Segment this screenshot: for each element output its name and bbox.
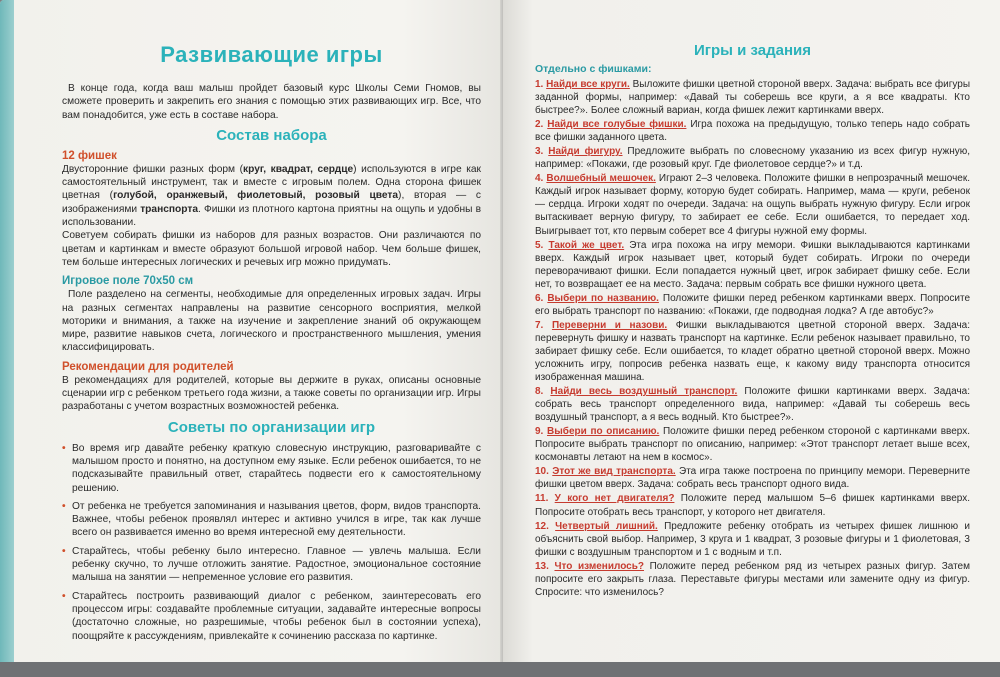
intro-paragraph: В конце года, когда ваш малыш пройдет базовый курс Школы Семи Гномов, вы сможете проверить и закрепить его знания с помощью этих развивающих игр. Все, что вам понадобится, уже есть в составе набора. xyxy=(62,83,481,121)
table-surface xyxy=(0,662,1000,677)
game-name: Найди фигуру. xyxy=(548,146,623,158)
chips-shapes: круг, квадрат, сердце xyxy=(243,163,354,175)
game-item: 7. Переверни и назови. Фишки выкладываются цветной стороной вверх. Задача: перевернуть фишку и назвать транспорт на картинке. Если ребенок называет правильно, то забирает фишку себе. Если ошибается, то кладет обратно цветной стороной вверх. Можно усложнить игру, попросив ребенка назвать еще, к какому виду транспорта относится изображенная машина. xyxy=(535,319,971,384)
game-name: Выбери по описанию. xyxy=(547,426,660,438)
game-item: 4. Волшебный мешочек. Играют 2–3 человека. Положите фишки в непрозрачный мешочек. Каждый игрок называет форму, которую будет собирать. Например, мама — круги, ребенок — сердца. Игроки ходят по очереди. Задача: на ощупь выбрать нужную фигуру. Если игрок вытаскивает верную фигуру, то забирает ее себе. Если ошибается, то передает ход. Выигрывает тот, кто первым соберет все 4 фигуры нужной ему формы. xyxy=(535,173,971,237)
game-name: Найди весь воздушный транспорт. xyxy=(550,386,738,398)
game-item: 13. Что изменилось? Положите перед ребенком ряд из четырех разных фигур. Затем попросите его закрыть глаза. Переставьте фигуры местами или замените одну из фигур. Спросите: что изменилось? xyxy=(535,560,970,598)
tip-item: • Во время игр давайте ребенку краткую словесную инструкцию, разговаривайте с малышом просто и понятно, на доступном ему языке. Если ребенок ошибается, то не подсказывайте правильный ответ, старайтесь подвести его к самостоятельному решению. xyxy=(62,442,481,494)
tip-item: • Старайтесь построить развивающий диалог с ребенком, заинтересовать его процессом игры: создавайте проблемные ситуации, задавайте интересные вопросы (достаточно сложные, но разрешимые, чтобы ребенок был в состоянии успеха), поощряйте к рассуждениям, привлекайте к сочинению рассказа по картинке. xyxy=(62,590,481,642)
tips-list xyxy=(62,442,481,643)
chips-advice-paragraph: Советуем собирать фишки из наборов для разных возрастов. Они различаются по цветам и картинкам и вместе образуют большой игровой набор. Чем больше фишек, тем больше интересных логических и речевых игр можно придумать. xyxy=(62,230,481,268)
game-item: 2. Найди все голубые фишки. Игра похожа на предыдущую, только теперь надо собрать все фишки заданного цвета. xyxy=(535,119,970,144)
game-name: Найди все голубые фишки. xyxy=(547,119,687,131)
tip-item: • Старайтесь, чтобы ребенку было интересно. Главное — увлечь малыша. Если ребенку скучно, то лучше отложить занятие. Радостное, эмоциональное состояние малыша на занятии — непременное условие его развития. xyxy=(62,545,481,584)
field-heading: Игровое поле 70x50 см xyxy=(62,275,194,288)
game-item: 1. Найди все круги. Выложите фишки цветной стороной вверх. Задача: выбрать все фигуры заданной формы, например: «Давай ты соберешь все круги, а я все квадраты. Кто быстрее?». Более сложный вариан, когда фишек лежит картинками вверх. xyxy=(535,79,971,117)
game-name: Волшебный мешочек. xyxy=(546,173,656,185)
game-item: 5. Такой же цвет. Эта игра похожа на игру мемори. Фишки выкладываются картинками вверх. Каждый игрок называет цвет, который будет собирать. Игроки по очереди переворачивают фишки. Если попадается нужный цвет, игрок забирает фишку себе. Если нет, то возвращает ее на место. Задача: первым собрать все фишки нужного цвета. xyxy=(535,239,971,290)
teal-page-edge xyxy=(0,0,14,677)
recommendations-paragraph: В рекомендациях для родителей, которые вы держите в руках, описаны основные сценарии игр с ребенком третьего года жизни, а также советы по организации игр. Игры разработаны с учетом возрастных возможностей ребенка. xyxy=(62,374,481,413)
game-item: 12. Четвертый лишний. Предложите ребенку отобрать из четырех фишек лишнюю и объяснить свой выбор. Например, 3 круга и 1 квадрат, 3 розовые фигуры и 1 фиолетовая, 3 фишки с воздушным транспортом и 1 с водным и т.п. xyxy=(535,520,971,558)
right-page-title: Игры и задания xyxy=(693,42,812,59)
game-name: Четвертый лишний. xyxy=(555,520,658,532)
games-list xyxy=(535,78,970,599)
left-page-title: Развивающие игры xyxy=(160,42,383,67)
game-item: 6. Выбери по названию. Положите фишки перед ребенком картинками вверх. Попросите его выбрать транспорт по названию: «Покажи, где подводная лодка? А где автобус?» xyxy=(535,292,971,317)
game-name: Что изменилось? xyxy=(554,560,644,572)
game-item: 8. Найди весь воздушный транспорт. Положите фишки картинками вверх. Задача: собрать весь транспорт определенного вида, например: «Давай ты соберешь весь воздушный транспорт, а я весь водный. Кто быстрее?». xyxy=(535,386,971,424)
right-page xyxy=(503,0,1000,677)
tip-item: • От ребенка не требуется запоминания и называния цветов, форм, видов транспорта. Важнее, чтобы ребенок проявлял интерес и активно учился в игре, так как лучше всего он развивается именно во время интересной ему деятельности. xyxy=(62,500,481,539)
game-name: Переверни и назови. xyxy=(551,319,668,331)
game-item: 3. Найди фигуру. Предложите выбрать по словесному указанию из всех фигур нужную, например: «Покажи, где розовый круг. Где фиолетовое сердце?» и т.д. xyxy=(535,146,971,171)
bullet-icon: • xyxy=(62,442,66,454)
game-name: Этот же вид транспорта. xyxy=(552,466,676,478)
game-name: У кого нет двигателя? xyxy=(554,493,675,505)
recommendations-heading: Рекомендации для родителей xyxy=(62,360,234,373)
chips-colors: голубой, оранжевый, фиолетовый, розовый цвета xyxy=(113,190,399,202)
kit-heading: Состав набора xyxy=(216,126,327,144)
section-label: Отдельно с фишками: xyxy=(535,63,652,75)
chips-paragraph: Двусторонние фишки разных форм (круг, квадрат, сердце) используются в игре как самостоятельный инструмент, так и вместе с игровым полем. Одна сторона фишек цветная (голубой, оранжевый, фиолетовый, розовый цвета), вторая — с изображениями транспорта. Фишки из плотного картона приятны на ощупь и удобны в использовании. xyxy=(62,163,481,229)
game-item: 10. Этот же вид транспорта. Эта игра также построена по принципу мемори. Переверните фишки цветом вверх. Задача: собрать весь транспорт одного вида. xyxy=(535,466,970,491)
game-item: 9. Выбери по описанию. Положите фишки перед ребенком стороной с картинками вверх. Попросите выбрать транспорт по описанию, например: «Этот транспорт летает выше всех, космонавты летают на нем в космос». xyxy=(535,426,970,464)
bullet-icon: • xyxy=(62,545,66,557)
chips-heading: 12 фишек xyxy=(62,149,117,162)
game-name: Найди все круги. xyxy=(546,79,630,90)
bullet-icon: • xyxy=(62,500,66,512)
tips-heading: Советы по организации игр xyxy=(167,418,376,436)
game-name: Такой же цвет. xyxy=(548,239,625,251)
chips-transport: транспорта xyxy=(140,203,199,215)
bullet-icon: • xyxy=(62,590,66,602)
game-item: 11. У кого нет двигателя? Положите перед малышом 5–6 фишек картинками вверх. Попросите отобрать весь транспорт, у которого нет двигателя. xyxy=(535,493,971,518)
field-paragraph: Поле разделено на сегменты, необходимые для определенных игровых задач. Игры на разных сегментах направлены на развитие сенсорного восприятия, мелкой моторики и внимания, а также на изучение и закрепление знаний об окружающем мире, развитие навыков счета, логического и пространственного мышления, умения классифицировать. xyxy=(62,289,481,354)
game-name: Выбери по названию. xyxy=(547,292,659,304)
